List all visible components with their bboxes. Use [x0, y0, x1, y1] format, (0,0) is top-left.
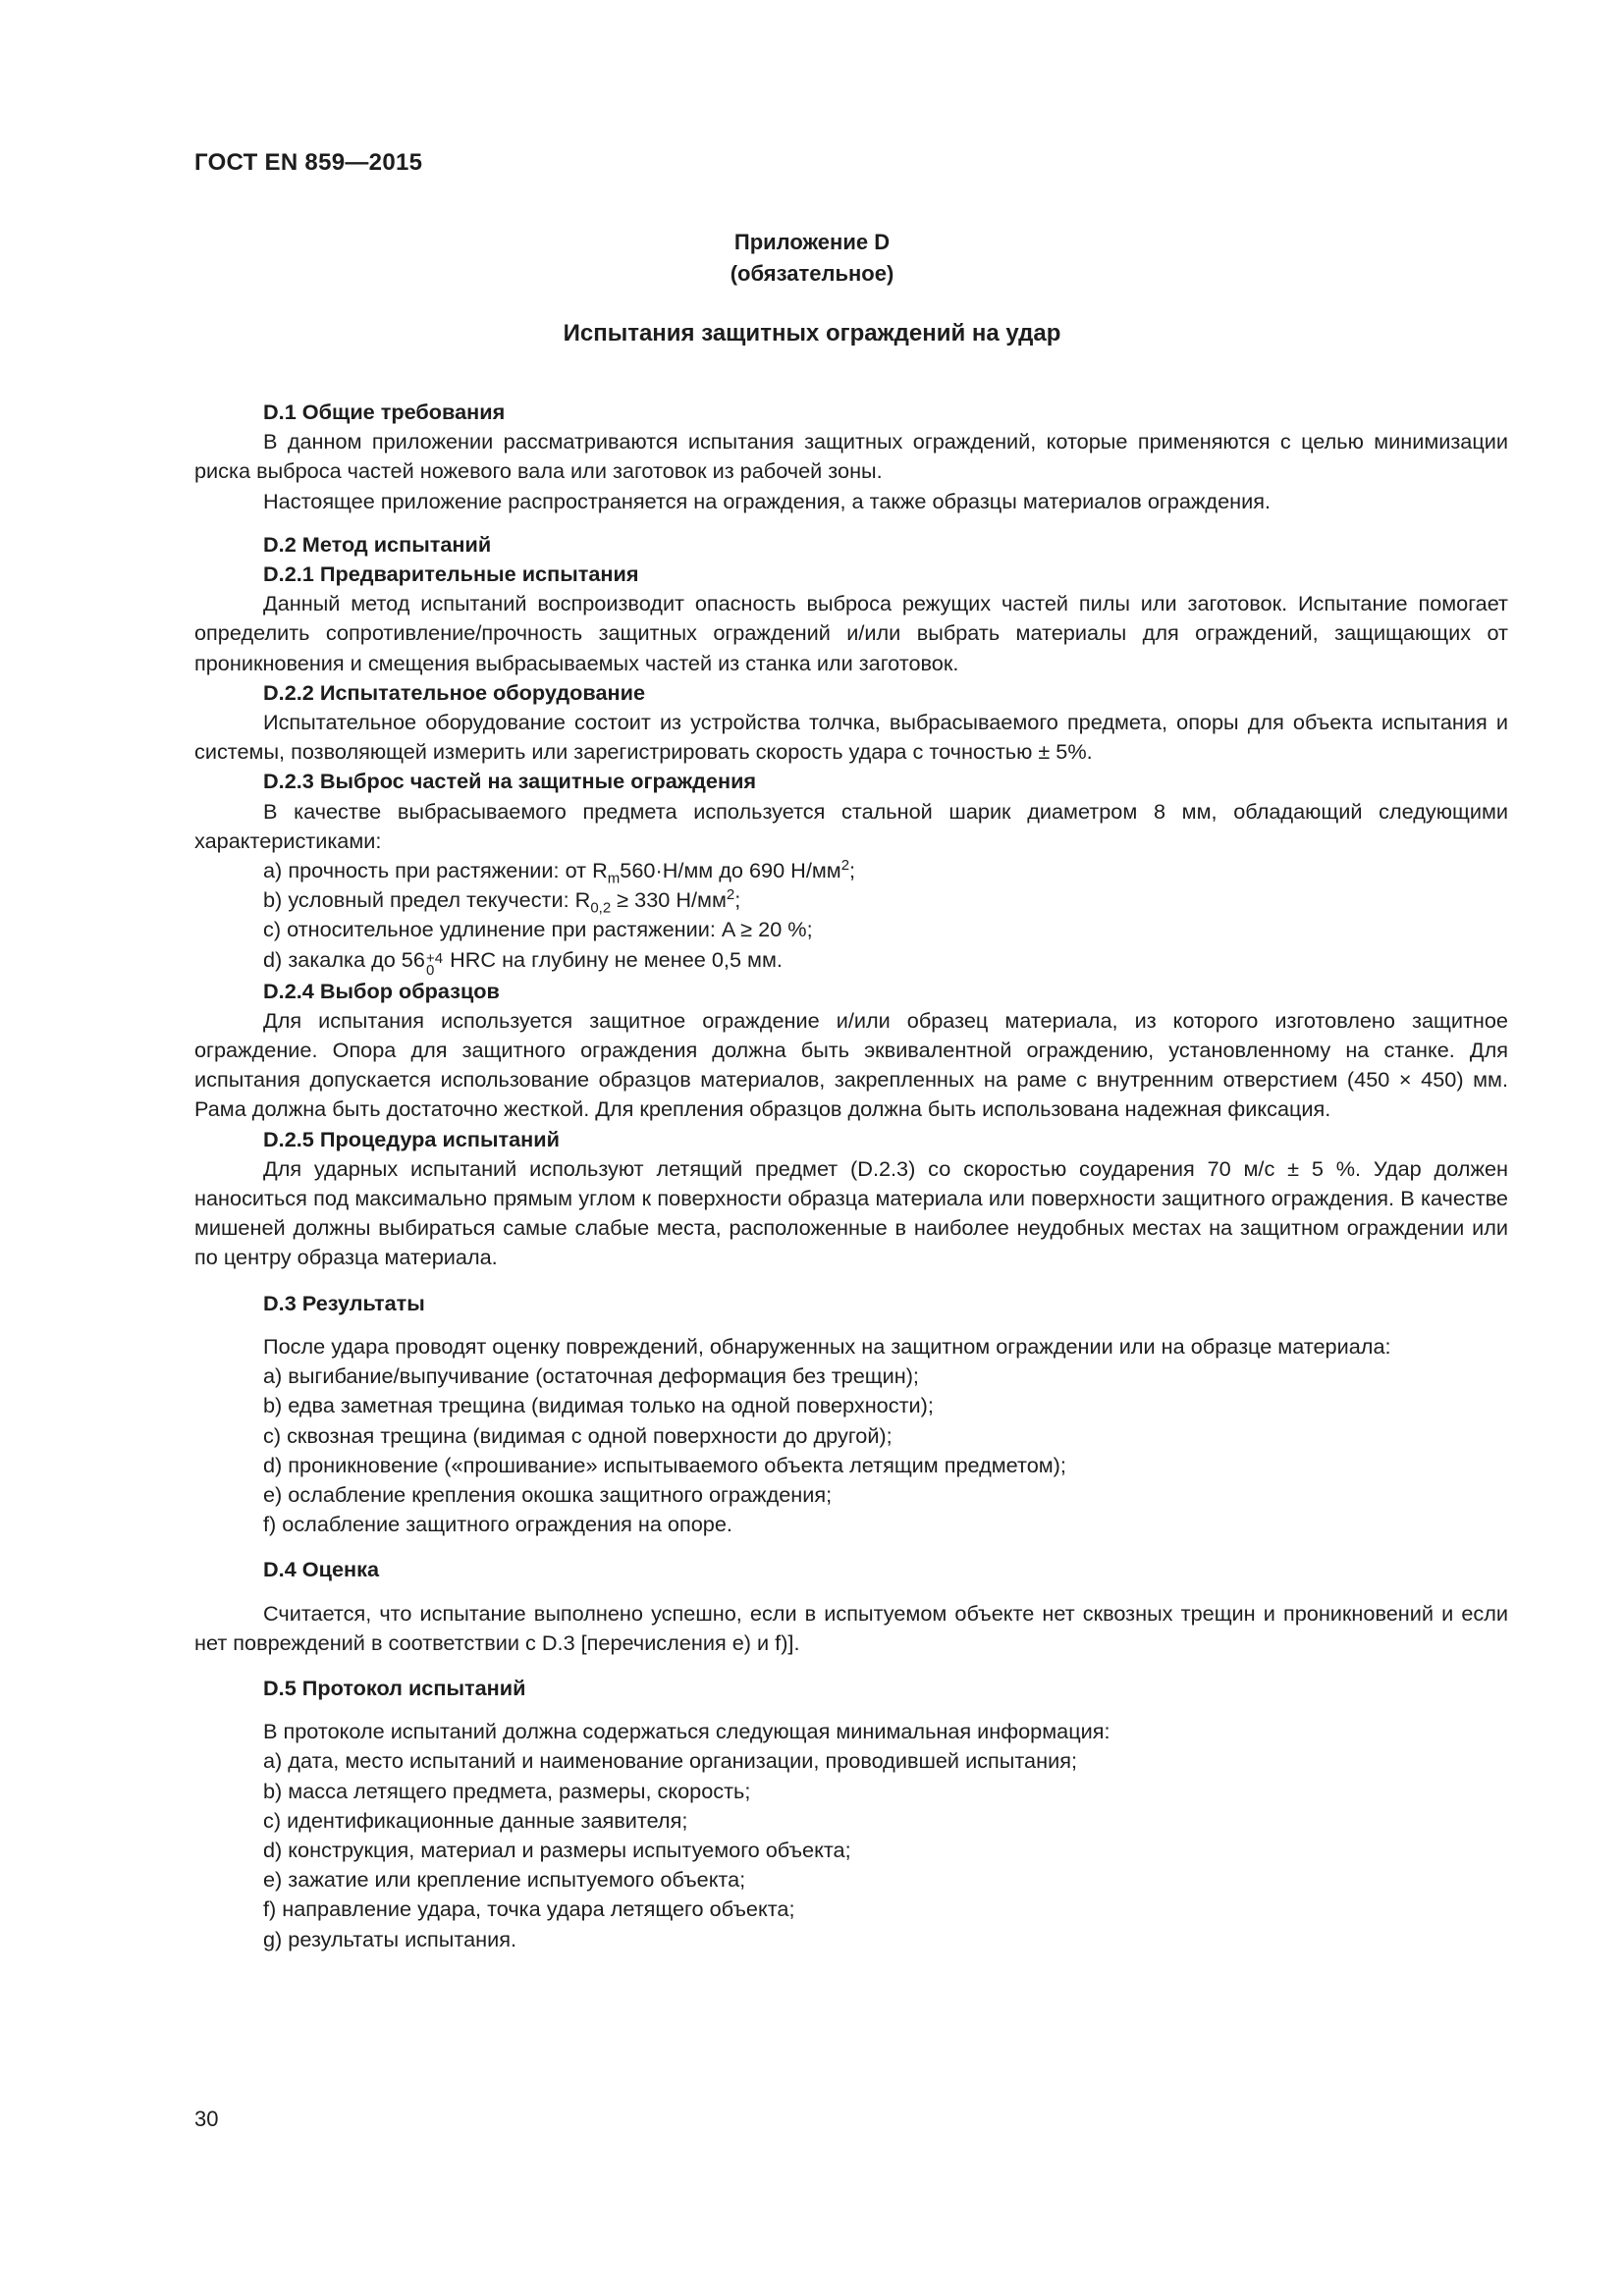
- paragraph: Испытательное оборудование состоит из устройства толчка, выбрасываемого предмета, опоры для объекта испытания и системы, позволяющей измерить или зарегистрировать скорость удара с точностью ± 5%.: [194, 710, 1508, 765]
- subscript: m: [607, 870, 621, 887]
- subsection-heading-d24: D.2.4 Выбор образцов: [263, 978, 500, 1003]
- subsection-heading-d21: D.2.1 Предварительные испытания: [263, 561, 639, 587]
- list-item: e) ослабление крепления окошка защитного ограждения;: [263, 1481, 833, 1507]
- list-text: ;: [734, 887, 741, 913]
- annex-status: (обязательное): [730, 261, 894, 286]
- paragraph: Данный метод испытаний воспроизводит опасность выброса режущих частей пилы или заготовок. Испытание помогает определить сопротивление/прочность защитных ограждений и/или выбрать материалы для ограждений, защищающих от проникновения и смещения выбрасываемых частей из станка или заготовок.: [194, 591, 1508, 675]
- section-heading-d3: D.3 Результаты: [263, 1290, 425, 1315]
- paragraph: В качестве выбрасываемого предмета используется стальной шарик диаметром 8 мм, обладающий следующими характеристиками:: [194, 798, 1508, 853]
- list-text: ;: [849, 858, 856, 883]
- list-item: [194, 915, 1508, 944]
- section-heading-d1: D.1 Общие требования: [263, 400, 506, 424]
- annex-heading: Испытания защитных ограждений на удар: [563, 320, 1061, 347]
- list-item: [194, 945, 1508, 977]
- paragraph: Настоящее приложение распространяется на ограждения, а также образцы материалов ограждения.: [263, 488, 1271, 513]
- list-item: a) дата, место испытаний и наименование организации, проводившей испытания;: [263, 1748, 1077, 1774]
- list-item: b) масса летящего предмета, размеры, скорость;: [263, 1778, 751, 1803]
- list-marker: a): [263, 858, 283, 883]
- paragraph: Для ударных испытаний используют летящий предмет (D.2.3) со скоростью соударения 70 м/с ± 5 %. Удар должен наноситься под максимально прямым углом к поверхности образца материала или поверхности защитного ограждения. В качестве мишеней должны выбираться самые слабые места, расположенные в наиболее неудобных местах на защитном ограждении или по центру образца материала.: [194, 1155, 1508, 1270]
- document-body: [194, 398, 1508, 1954]
- page-number: 30: [194, 2107, 219, 2131]
- list-item: [194, 885, 1508, 915]
- document-header: ГОСТ EN 859—2015: [194, 149, 423, 176]
- subscript: 0,2: [590, 899, 612, 917]
- paragraph: В протоколе испытаний должна содержаться следующая минимальная информация:: [263, 1719, 1110, 1744]
- annex-title: Приложение D: [733, 230, 891, 254]
- list-marker: d): [263, 946, 283, 972]
- tolerance-stack: [425, 949, 444, 979]
- section-heading-d2: D.2 Метод испытаний: [263, 531, 492, 557]
- section-heading-d4: D.4 Оценка: [263, 1557, 380, 1582]
- tolerance-upper: +4: [425, 949, 444, 967]
- list-text: ≥ 330 Н/мм: [611, 887, 727, 913]
- list-item: [194, 856, 1508, 885]
- subsection-heading-d25: D.2.5 Процедура испытаний: [263, 1126, 560, 1151]
- paragraph: После удара проводят оценку повреждений, обнаруженных на защитном ограждении или на образце материала:: [263, 1333, 1391, 1359]
- list-item: c) сквозная трещина (видимая с одной поверхности до другой);: [263, 1422, 893, 1448]
- list-item: c) идентификационные данные заявителя;: [263, 1807, 688, 1833]
- subsection-heading-d22: D.2.2 Испытательное оборудование: [263, 679, 646, 705]
- list-item: d) конструкция, материал и размеры испытуемого объекта;: [263, 1837, 851, 1862]
- list-item: f) направление удара, точка удара летящего объекта;: [263, 1896, 795, 1922]
- list-item: d) проникновение («прошивание» испытываемого объекта летящим предметом);: [263, 1452, 1066, 1477]
- list-text: условный предел текучести: R: [288, 887, 591, 913]
- list-item: a) выгибание/выпучивание (остаточная деформация без трещин);: [263, 1363, 919, 1389]
- superscript: 2: [726, 886, 735, 904]
- subsection-heading-d23: D.2.3 Выброс частей на защитные ограждения: [263, 769, 757, 794]
- paragraph: Считается, что испытание выполнено успешно, если в испытуемом объекте нет сквозных трещин и проникновений и если нет повреждений в соответствии с D.3 [перечисления e) и f)].: [194, 1600, 1508, 1655]
- tolerance-lower: 0: [425, 961, 435, 979]
- list-text: 560·Н/мм до 690 Н/мм: [620, 858, 841, 883]
- list-marker: c): [263, 917, 282, 942]
- list-text: HRC на глубину не менее 0,5 мм.: [444, 946, 783, 972]
- list-text: закалка до 56: [288, 946, 425, 972]
- list-item: f) ослабление защитного ограждения на опоре.: [263, 1512, 732, 1537]
- section-heading-d5: D.5 Протокол испытаний: [263, 1675, 526, 1700]
- list-marker: b): [263, 887, 283, 913]
- superscript: 2: [840, 856, 850, 874]
- paragraph: В данном приложении рассматриваются испытания защитных ограждений, которые применяются с целью минимизации риска выброса частей ножевого вала или заготовок из рабочей зоны.: [194, 429, 1508, 484]
- list-text: прочность при растяжении: от R: [288, 858, 608, 883]
- list-item: e) зажатие или крепление испытуемого объекта;: [263, 1867, 746, 1893]
- list-item: g) результаты испытания.: [263, 1926, 517, 1951]
- paragraph: Для испытания используется защитное ограждение и/или образец материала, из которого изготовлено защитное ограждение. Опора для защитного ограждения должна быть эквивалентной ограждению, установленному на станке. Для испытания допускается использование образцов материалов, закрепленных на раме с внутренним отверстием (450 × 450) мм. Рама должна быть достаточно жесткой. Для крепления образцов должна быть использована надежная фиксация.: [194, 1007, 1508, 1122]
- list-text: относительное удлинение при растяжении: A ≥ 20 %;: [287, 917, 813, 942]
- list-item: b) едва заметная трещина (видимая только на одной поверхности);: [263, 1393, 934, 1418]
